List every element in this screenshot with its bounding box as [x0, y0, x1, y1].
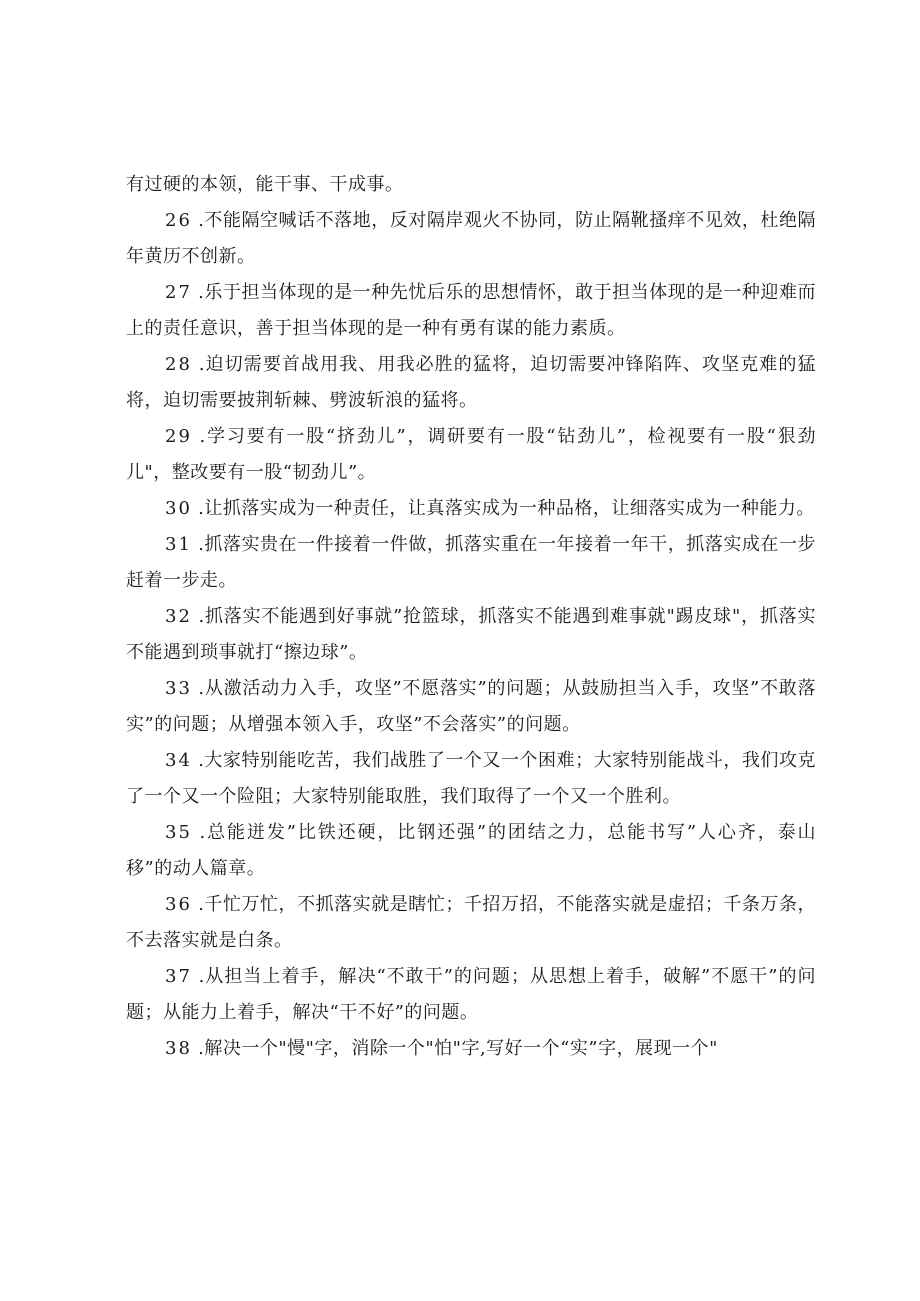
paragraph-26 [126, 203, 816, 275]
paragraph-number: 37 [165, 966, 192, 987]
paragraph-31 [126, 527, 816, 599]
paragraph-text: .迫切需要首战用我、用我必胜的猛将，迫切需要冲锋陷阵、攻坚克难的猛将，迫切需要披荆斩棘、劈波斩浪的猛将。 [126, 354, 816, 411]
paragraph-number: 31 [165, 534, 192, 555]
paragraph-text: .不能隔空喊话不落地，反对隔岸观火不协同，防止隔靴搔痒不见效，杜绝隔年黄历不创新。 [126, 210, 816, 267]
paragraph-number: 27 [165, 282, 192, 303]
paragraph-number: 29 [165, 426, 192, 447]
paragraph-32 [126, 599, 816, 671]
paragraph-text: .从激活动力入手，攻坚”不愿落实”的问题；从鼓励担当入手，攻坚”不敢落实”的问题；从增强本领入手，攻坚”不会落实”的问题。 [126, 678, 816, 735]
paragraph-number: 26 [165, 210, 192, 231]
paragraph-29 [126, 419, 816, 491]
paragraph-35 [126, 815, 816, 887]
paragraph-text: .千忙万忙，不抓落实就是瞎忙；千招万招，不能落实就是虚招；千条万条，不去落实就是白条。 [126, 894, 816, 951]
paragraph-number: 35 [165, 822, 192, 843]
document-body [126, 167, 816, 1067]
paragraph-37 [126, 959, 816, 1031]
paragraph-text: 有过硬的本领，能干事、干成事。 [126, 174, 404, 195]
paragraph-38 [126, 1031, 816, 1067]
paragraph-text: .抓落实贵在一件接着一件做，抓落实重在一年接着一年干，抓落实成在一步赶着一步走。 [126, 534, 816, 591]
paragraph-number: 32 [165, 606, 192, 627]
paragraph-text: .从担当上着手，解决“不敢干”的问题；从思想上着手，破解”不愿干”的问题；从能力上着手，解决“干不好”的问题。 [126, 966, 816, 1023]
paragraph-36 [126, 887, 816, 959]
paragraph-34 [126, 743, 816, 815]
paragraph-text: .让抓落实成为一种责任，让真落实成为一种品格，让细落实成为一种能力。 [191, 498, 815, 519]
paragraph-text: .大家特别能吃苦，我们战胜了一个又一个困难；大家特别能战斗，我们攻克了一个又一个险阻；大家特别能取胜，我们取得了一个又一个胜利。 [126, 750, 816, 807]
paragraph-text: .学习要有一股“挤劲儿”，调研要有一股“钻劲儿”，检视要有一股“狠劲儿"，整改要有一股“韧劲儿”。 [126, 426, 816, 483]
paragraph-27 [126, 275, 816, 347]
paragraph-number: 33 [165, 678, 192, 699]
paragraph-number: 28 [165, 354, 192, 375]
paragraph-30 [126, 491, 816, 527]
paragraph-text: .解决一个"慢"字，消除一个"怕"字,写好一个“实”字，展现一个" [191, 1038, 718, 1059]
paragraph-28 [126, 347, 816, 419]
paragraph-number: 30 [165, 498, 192, 519]
paragraph-33 [126, 671, 816, 743]
paragraph-continuation [126, 167, 816, 203]
paragraph-text: .乐于担当体现的是一种先忧后乐的思想情怀，敢于担当体现的是一种迎难而上的责任意识，善于担当体现的是一种有勇有谋的能力素质。 [126, 282, 816, 339]
paragraph-number: 36 [165, 894, 192, 915]
paragraph-number: 38 [165, 1038, 192, 1059]
paragraph-number: 34 [165, 750, 192, 771]
paragraph-text: .总能迸发”比铁还硬，比钢还强”的团结之力，总能书写”人心齐，泰山移”的动人篇章。 [126, 822, 816, 879]
paragraph-text: .抓落实不能遇到好事就”抢篮球，抓落实不能遇到难事就"踢皮球"，抓落实不能遇到琐事就打“擦边球”。 [126, 606, 816, 663]
